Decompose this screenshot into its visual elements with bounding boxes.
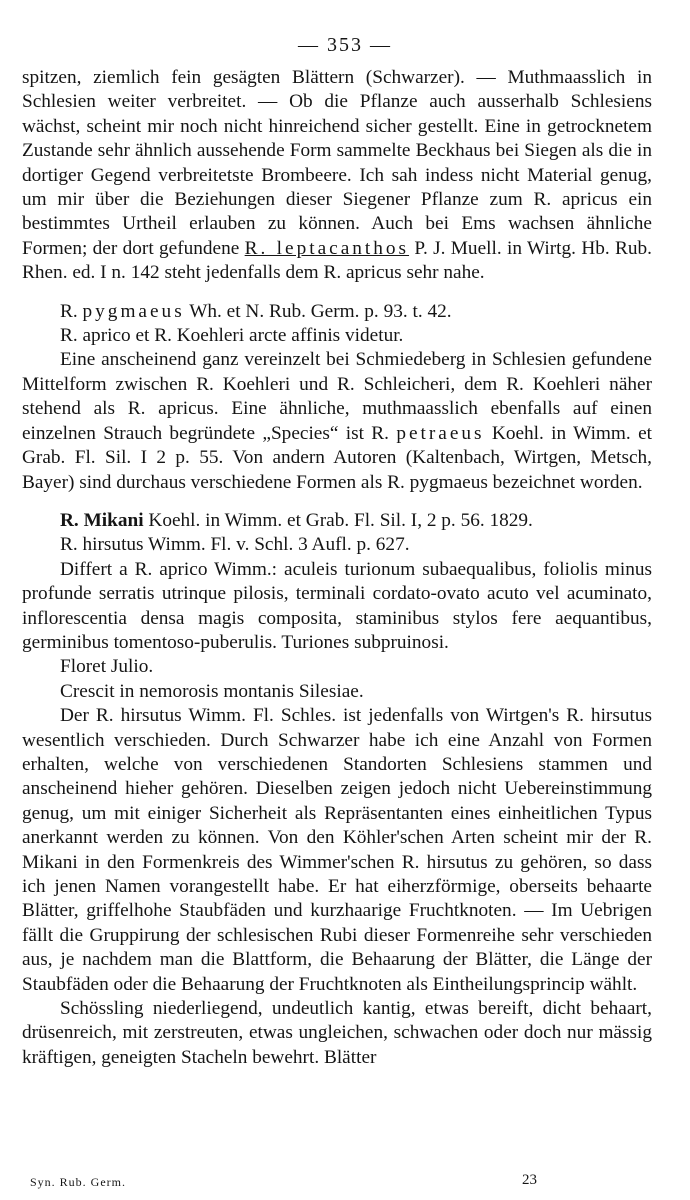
signature-number: 23 xyxy=(522,1172,537,1188)
body-text xyxy=(22,66,652,1070)
species-name-leptacanthos: R. leptacanthos xyxy=(244,237,410,259)
synonym-hirsutus: R. hirsutus Wimm. Fl. v. Schl. 3 Aufl. p. 627. xyxy=(60,534,410,556)
paragraph-hirsutus-discussion: Der R. hirsutus Wimm. Fl. Schles. ist jedenfalls von Wirtgen's R. hirsutus wesentlich verschieden. Durch Schwarzer habe ich eine Anzahl von Formen erhalten, welche von verschiedenen Standorten Schlesiens stammen und anscheinend hieher gehören. Dieselben zeigen jedoch nicht Uebereinstimmung genug, um mit einiger Sicherheit als Repräsentanten eines einheitlichen Typus anerkannt werden zu können. Von den Köhler'schen Arten scheint mir der R. Mikani in den Formenkreis des Wimmer'schen R. hirsutus zu gehören, so dass ich jenen Namen vorangestellt habe. Er hat eiherzförmige, oberseits behaarte Blätter, griffelhohe Staubfäden und kurzhaarige Fruchtknoten. — Im Uebrigen fällt die Gruppirung der schlesischen Rubi dieser Formenreihe sehr verschieden aus, je nachdem man die Blattform, die Behaarung der Blätter, die Länge der Staubfäden oder die Behaarung der Fruchtknoten als Eintheilungsprincip wählt. xyxy=(22,705,652,995)
habitat: Crescit in nemorosis montanis Silesiae. xyxy=(60,680,364,702)
latin-diagnosis: Differt a R. aprico Wimm.: aculeis turionum subaequalibus, foliolis minus profunde serratis utrinque pilosis, terminali cordato-ovato acuto vel acuminato, inflorescentia densa magis composita, staminibus stylos fere aequantibus, germinibus tomentoso-puberulis. Turiones subpruinosi. xyxy=(22,558,652,653)
pygmaeus-diagnosis: R. aprico et R. Koehleri arcte affinis videtur. xyxy=(60,325,404,347)
paragraph-pygmaeus: Eine anscheinend ganz vereinzelt bei Schmiedeberg in Schlesien gefundene Mittelform zwischen R. Koehleri und R. Schleicheri, dem R. Koehleri näher stehend als R. apricus. Eine ähnliche, muthmaasslich ebenfalls auf einen einzelnen Strauch begründete „Species“ ist R. petraeus Koehl. in Wimm. et Grab. Fl. Sil. I 2 p. 55. Von andern Autoren (Kaltenbach, Wirtgen, Metsch, Bayer) sind durchaus verschiedene Formen als R. pygmaeus bezeichnet worden. xyxy=(22,349,652,493)
paragraph-description: Schössling niederliegend, undeutlich kantig, etwas bereift, dicht behaart, drüsenreich, mit zerstreuten, etwas ungleichen, schwachen oder doch nur mässig kräftigen, geneigten Stacheln bewehrt. Blätter xyxy=(22,998,652,1068)
heading-mikani: R. Mikani Koehl. in Wimm. et Grab. Fl. Sil. I, 2 p. 56. 1829. xyxy=(60,509,533,531)
printer-signature: Syn. Rub. Germ. xyxy=(30,1175,126,1189)
flowering-time: Floret Julio. xyxy=(60,656,154,678)
heading-pygmaeus: R. pygmaeus Wh. et N. Rub. Germ. p. 93. t. 42. xyxy=(60,300,452,322)
species-name-mikani: R. Mikani xyxy=(60,509,144,531)
species-name-petraeus: petraeus xyxy=(396,422,485,444)
species-name-pygmaeus: pygmaeus xyxy=(82,300,185,322)
paragraph-apricus-continued: spitzen, ziemlich fein gesägten Blättern (Schwarzer). — Muthmaasslich in Schlesien weiter verbreitet. — Ob die Pflanze auch ausserhalb Schlesiens wächst, scheint mir noch nicht hinreichend sicher gestellt. Eine in getrocknetem Zustande sehr ähnlich aussehende Form sammelte Beckhaus bei Siegen als die in dortiger Gegend verbreitetste Brombeere. Ich sah indess nicht Material genug, um mir über die Beziehungen dieser Siegener Pflanze zum R. apricus ein bestimmtes Urtheil erlauben zu können. Auch bei Ems wachsen ähnliche Formen; der dort gefundene R. leptacanthos P. J. Muell. in Wirtg. Hb. Rub. Rhen. ed. I n. 142 steht jedenfalls dem R. apricus sehr nahe. xyxy=(22,67,653,284)
page-number: — 353 — xyxy=(298,34,392,56)
